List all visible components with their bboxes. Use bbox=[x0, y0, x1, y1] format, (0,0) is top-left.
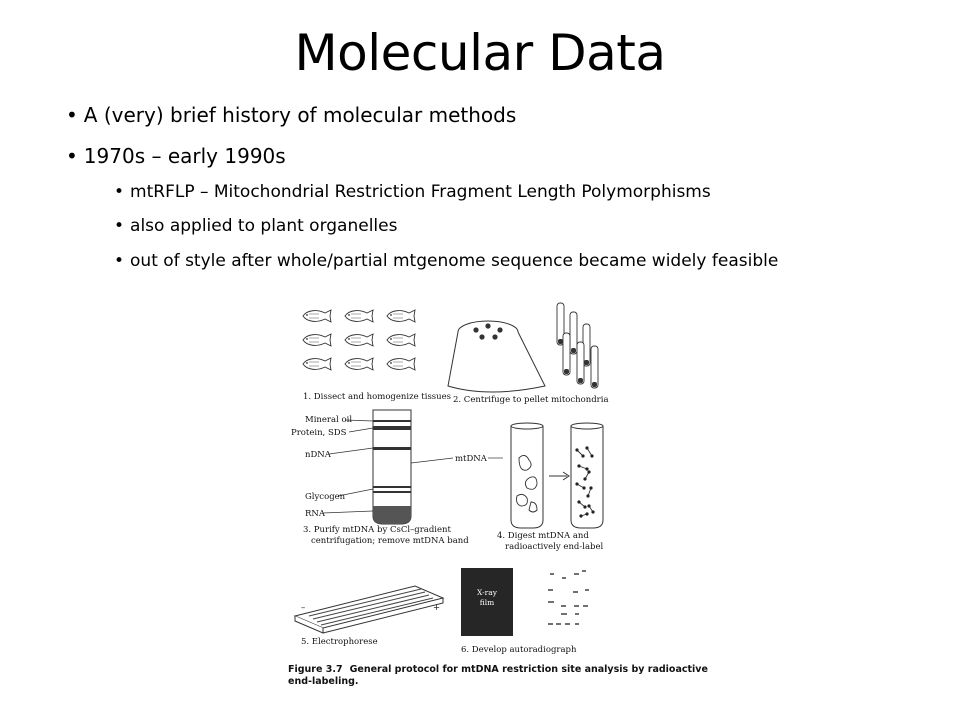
bullet-glyph: • bbox=[114, 216, 125, 236]
label-mtdna: mtDNA bbox=[455, 454, 487, 464]
bullet-glyph: • bbox=[66, 144, 78, 168]
sub-bullet-text: mtRFLP – Mitochondrial Restriction Fragment Length Polymorphisms bbox=[130, 182, 711, 202]
mtdna-pointer-line bbox=[411, 458, 453, 463]
sub-bullet-text: also applied to plant organelles bbox=[130, 216, 398, 236]
bullet-text: 1970s – early 1990s bbox=[83, 144, 286, 168]
fish-illustration bbox=[303, 310, 415, 370]
step-1-label: 1. Dissect and homogenize tissues bbox=[303, 392, 452, 402]
gel-minus-sign: – bbox=[301, 603, 306, 613]
sub-bullet-text: out of style after whole/partial mtgenome sequence became widely feasible bbox=[130, 251, 779, 271]
autoradiograph-bands bbox=[548, 571, 589, 624]
figure-caption-number: Figure 3.7 bbox=[288, 664, 343, 675]
step-5-label: 5. Electrophorese bbox=[301, 637, 378, 647]
sub-bullet-item bbox=[114, 182, 711, 202]
sub-bullet-item bbox=[114, 216, 397, 236]
bullet-item bbox=[66, 144, 286, 168]
bullet-text: A (very) brief history of molecular methods bbox=[83, 103, 517, 127]
bullet-glyph: • bbox=[114, 182, 125, 202]
centrifuge-illustration bbox=[448, 321, 545, 392]
xray-film bbox=[461, 568, 513, 636]
step-6-label: 6. Develop autoradiograph bbox=[461, 645, 577, 655]
label-protein-sds: Protein, SDS bbox=[291, 428, 347, 438]
gel-plus-sign: + bbox=[433, 603, 441, 613]
step-3-label-line2: centrifugation; remove mtDNA band bbox=[311, 536, 469, 546]
protocol-figure-svg bbox=[283, 298, 708, 688]
figure-caption-text: General protocol for mtDNA restriction site analysis by radioactive bbox=[349, 664, 708, 675]
digest-tube-cut bbox=[571, 423, 603, 528]
label-ndna: nDNA bbox=[305, 450, 331, 460]
figure-caption-line2: end-labeling. bbox=[288, 676, 359, 687]
gradient-tube bbox=[373, 410, 411, 524]
bullet-item bbox=[66, 103, 516, 127]
step-4-label-line2: radioactively end-label bbox=[505, 542, 604, 552]
label-rna: RNA bbox=[305, 509, 325, 519]
film-label-line2: film bbox=[479, 598, 495, 607]
step-4-label-line1: 4. Digest mtDNA and bbox=[497, 531, 589, 541]
label-mineral-oil: Mineral oil bbox=[305, 415, 353, 425]
label-glycogen: Glycogen bbox=[305, 492, 346, 502]
centrifuge-tubes bbox=[557, 303, 598, 388]
protocol-figure bbox=[283, 298, 708, 688]
film-label-line1: X-ray bbox=[477, 588, 497, 597]
step-3-label-line1: 3. Purify mtDNA by CsCl–gradient bbox=[303, 525, 451, 535]
bullet-glyph: • bbox=[66, 103, 78, 127]
bullet-glyph: • bbox=[114, 251, 125, 271]
sub-bullet-item bbox=[114, 251, 778, 271]
figure-caption-line1 bbox=[288, 664, 708, 675]
digest-tube-intact bbox=[511, 423, 543, 528]
slide-title: Molecular Data bbox=[294, 24, 666, 82]
electrophoresis-tray bbox=[295, 586, 443, 633]
step-2-label: 2. Centrifuge to pellet mitochondria bbox=[453, 395, 609, 405]
